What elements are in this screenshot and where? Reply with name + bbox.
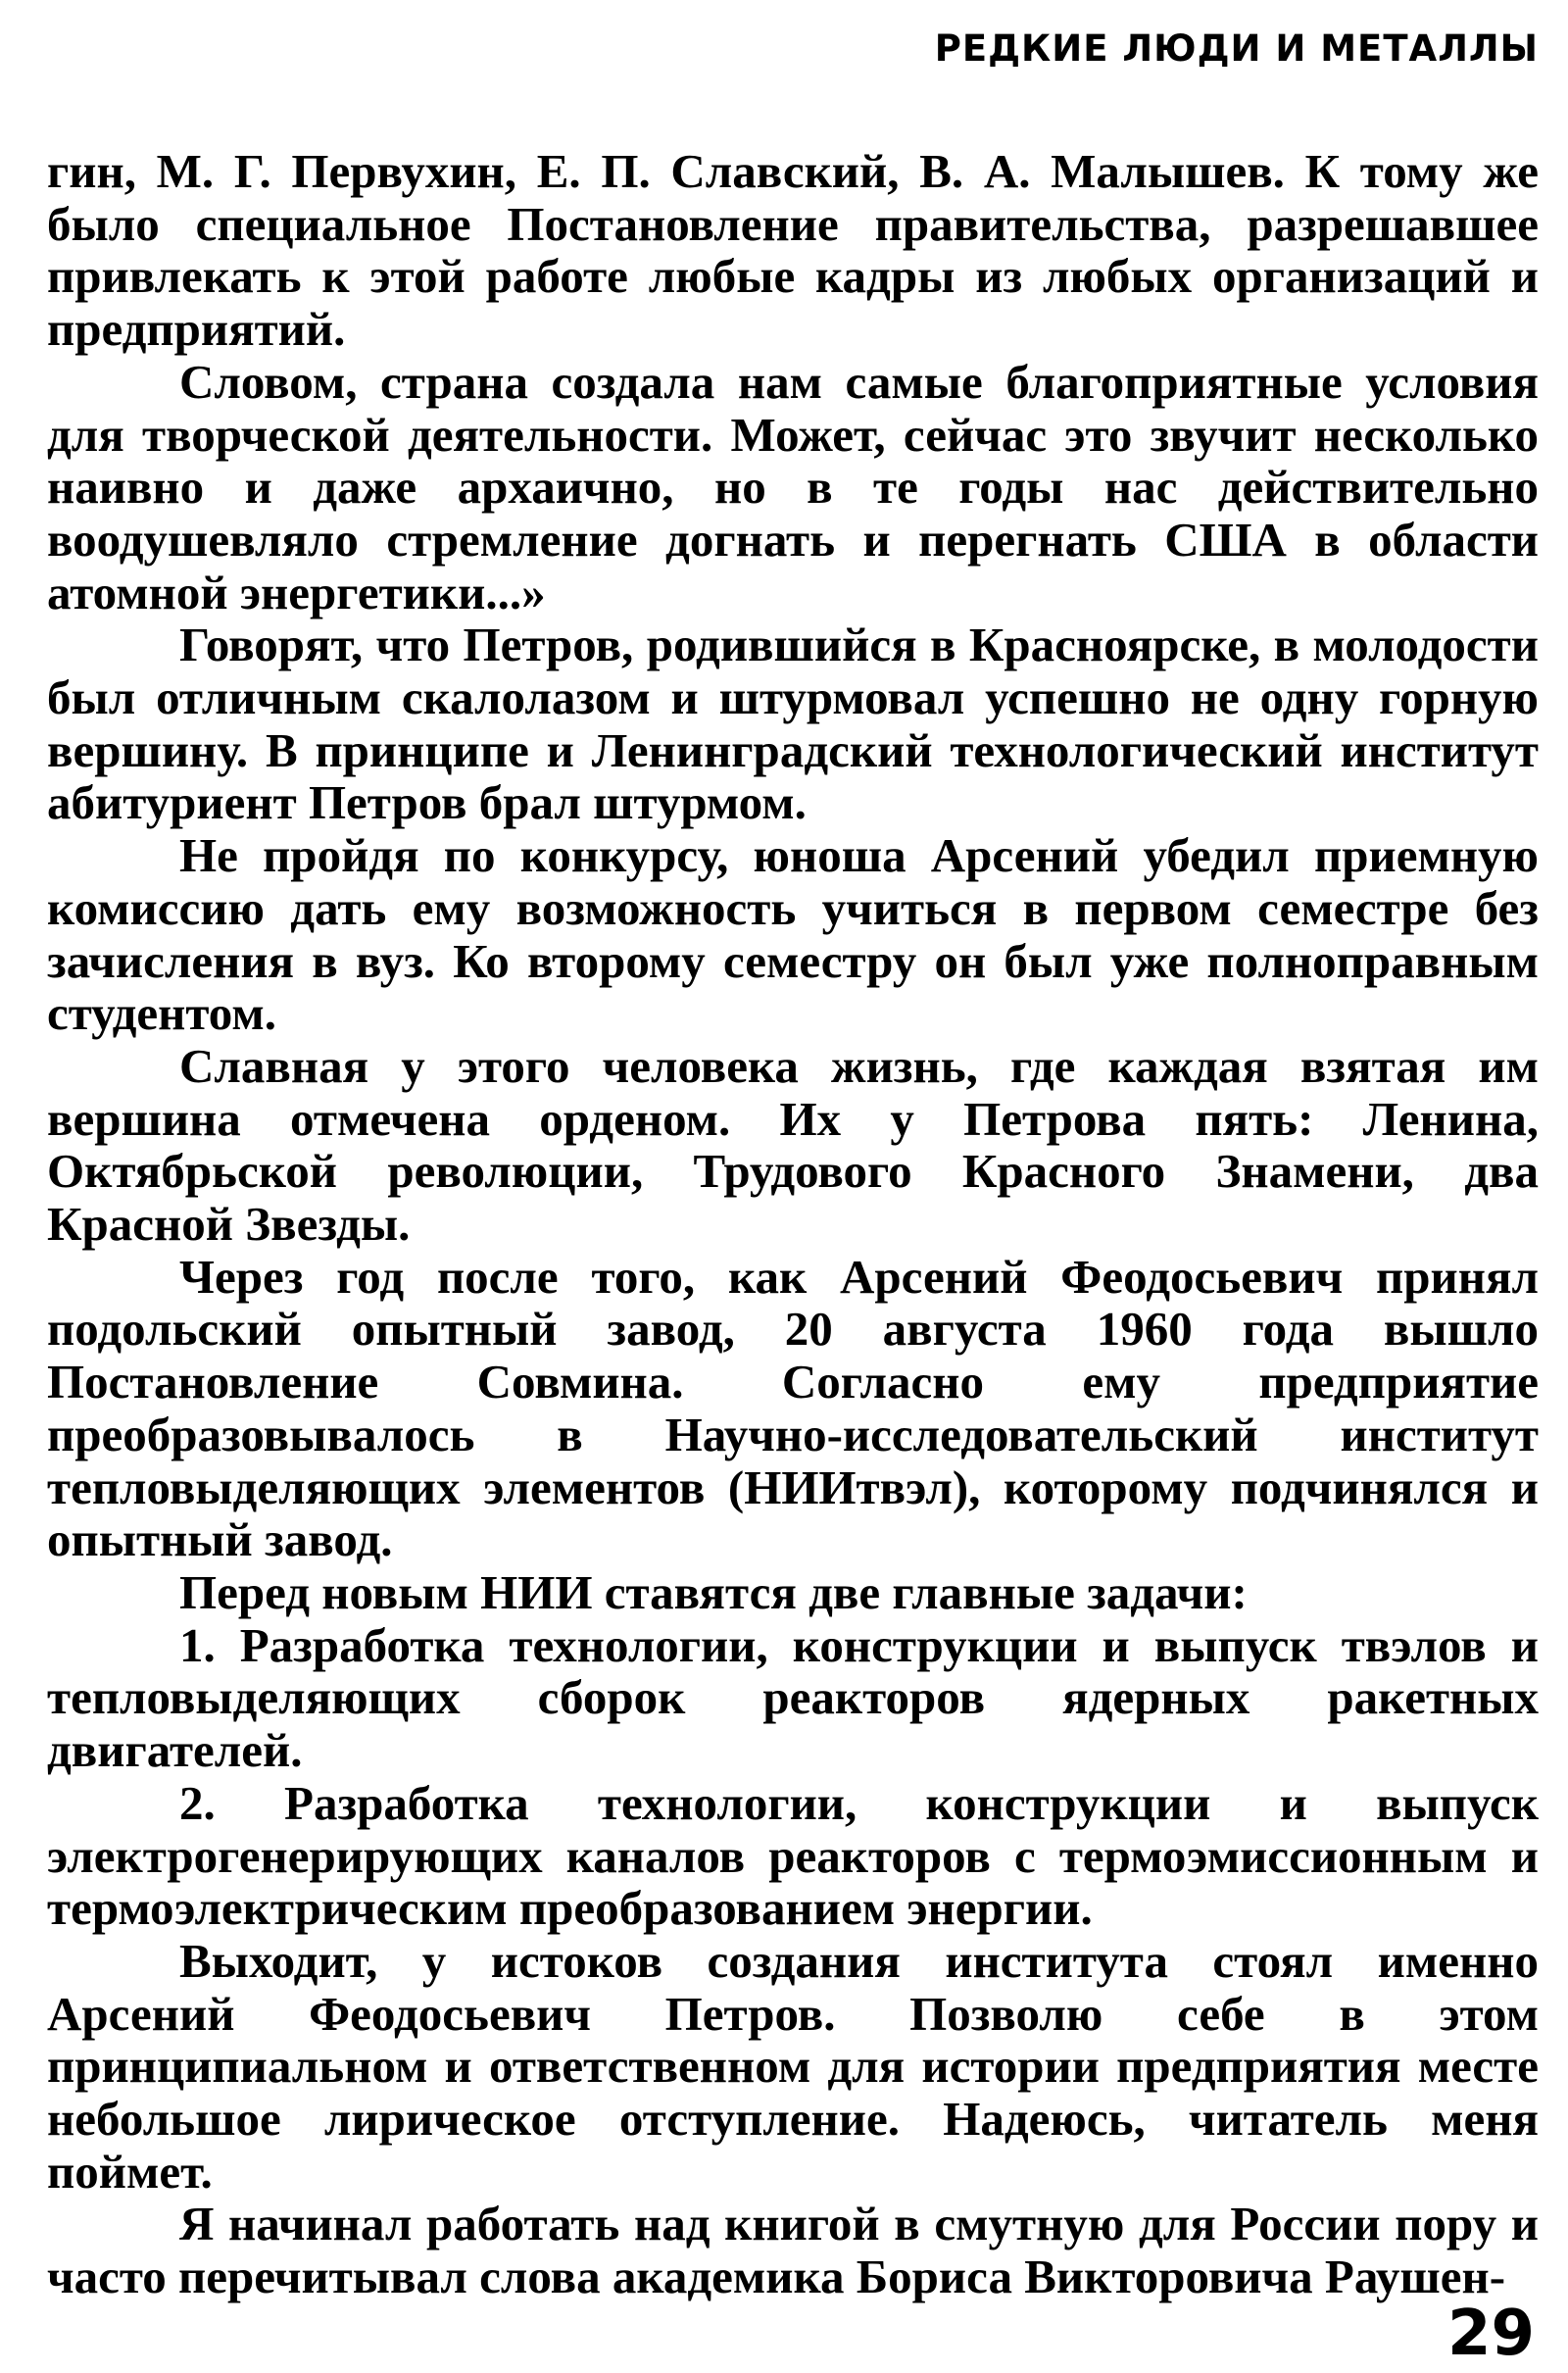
paragraph: Славная у этого человека жизнь, где каждая взятая им вершина отмечена орденом. Их у Петрова пять: Ленина, Октябрьской революции, Трудового Красного Знамени, два Красной Звезды.	[47, 1038, 1539, 1252]
running-header: РЕДКИЕ ЛЮДИ И МЕТАЛЛЫ	[934, 27, 1539, 70]
body-text	[47, 145, 1539, 2303]
paragraph: Через год после того, как Арсений Феодосьевич принял подольский опытный завод, 20 августа 1960 года вышло Постановление Совмина. Согласно ему предприятие преобразовывалось в Научно-исследовательский институт тепловыделяющих элементов (НИИтвэл), которому подчинялся и опытный завод.	[47, 1249, 1539, 1567]
list-item-1: 1. Разработка технологии, конструкции и выпуск твэлов и тепловыделяющих сборок реакторов ядерных ракетных двигателей.	[47, 1617, 1539, 1778]
list-item-2: 2. Разработка технологии, конструкции и выпуск электрогенерирующих каналов реакторов с термоэмиссионным и термоэлектрическим преобразованием энергии.	[47, 1775, 1539, 1936]
paragraph: Говорят, что Петров, родившийся в Красноярске, в молодости был отличным скалолазом и штурмовал успешно не одну горную вершину. В принципе и Ленинградский технологический институт абитуриент Петров брал штурмом.	[47, 618, 1539, 830]
page-number: 29	[1446, 2298, 1535, 2370]
paragraph: Я начинал работать над книгой в смутную для России пору и часто перечитывал слова академика Бориса Викторовича Раушен-	[47, 2197, 1539, 2304]
paragraph-continued: гин, М. Г. Первухин, Е. П. Славский, В. А. Малышев. К тому же было специальное Постановление правительства, разрешавшее привлекать к этой работе любые кадры из любых организаций и предприятий.	[47, 144, 1539, 357]
paragraph: Не пройдя по конкурсу, юноша Арсений убедил приемную комиссию дать ему возможность учиться в первом семестре без зачисления в вуз. Ко второму семестру он был уже полноправным студентом.	[47, 828, 1539, 1041]
paragraph: Словом, страна создала нам самые благоприятные условия для творческой деятельности. Может, сейчас это звучит несколько наивно и даже архаично, но в те годы нас действительно воодушевляло стремление догнать и перегнать США в области атомной энергетики...»	[47, 354, 1539, 619]
paragraph: Перед новым НИИ ставятся две главные задачи:	[179, 1564, 1248, 1619]
paragraph: Выходит, у истоков создания института стоял именно Арсений Феодосьевич Петров. Позволю себе в этом принципиальном и ответственном для истории предприятия месте небольшое лирическое отступление. Надеюсь, читатель меня поймет.	[47, 1933, 1539, 2199]
